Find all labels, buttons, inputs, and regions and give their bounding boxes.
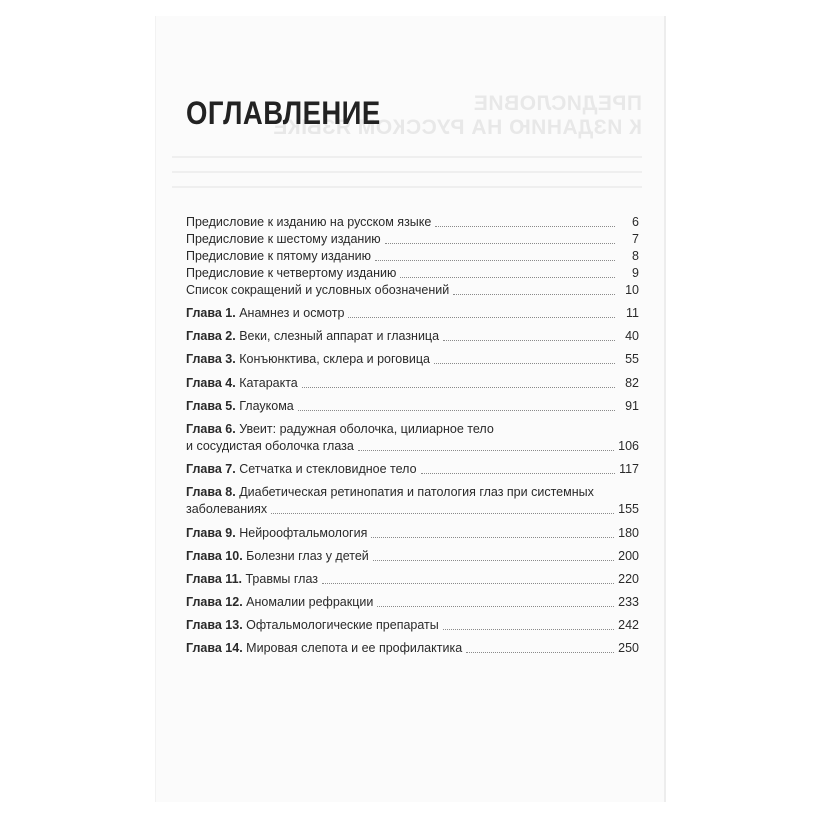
bleed-through-heading-line-2: К ИЗДАНИЮ НА РУССКОМ ЯЗЫКЕ — [272, 116, 642, 139]
toc-chapter-entry[interactable] — [186, 484, 639, 518]
toc-entry-page: 7 — [632, 232, 639, 246]
bleed-through-lines — [172, 156, 642, 188]
toc-chapter-number: Глава 8. — [186, 485, 236, 500]
toc-entry-label: Предисловие к четвертому изданию — [186, 266, 397, 280]
toc-chapter-page: 180 — [618, 525, 639, 540]
toc-entry-label: Предисловие к изданию на русском языке — [186, 215, 432, 229]
toc-chapter-title: Мировая слепота и ее профилактика — [246, 641, 463, 656]
toc-chapter-label — [186, 305, 344, 322]
toc-chapter-page: 91 — [625, 398, 639, 413]
dot-leader — [443, 629, 614, 630]
dot-leader — [400, 277, 615, 278]
toc-entry-label: Предисловие к пятому изданию — [186, 249, 371, 263]
dot-leader — [358, 450, 614, 451]
book-page — [156, 16, 664, 802]
toc-chapter-page: 55 — [625, 352, 639, 367]
toc-chapter-page: 82 — [625, 375, 639, 390]
dot-leader — [453, 294, 615, 295]
toc-chapter-label — [186, 398, 294, 415]
dot-leader — [421, 473, 615, 474]
toc-entry-page: 8 — [632, 249, 639, 263]
dot-leader — [377, 606, 614, 607]
toc-chapter-label — [186, 594, 373, 611]
toc-chapter-line — [186, 398, 639, 415]
toc-chapter-title: Аномалии рефракции — [246, 595, 374, 610]
toc-chapter-label — [186, 375, 298, 392]
toc-chapter-number: Глава 2. — [186, 329, 236, 344]
toc-chapter-entry[interactable] — [186, 421, 639, 455]
dot-leader — [375, 260, 615, 261]
toc-entry-label: Предисловие к шестому изданию — [186, 232, 381, 246]
chapter-list — [186, 305, 639, 657]
toc-chapter-line — [186, 328, 639, 345]
toc-chapter-page: 200 — [618, 548, 639, 563]
toc-chapter-last-line — [186, 501, 639, 518]
toc-chapter-page: 233 — [618, 595, 639, 610]
toc-chapter-title: Сетчатка и стекловидное тело — [239, 462, 417, 477]
toc-chapter-entry[interactable] — [186, 548, 639, 565]
toc-chapter-label — [186, 328, 439, 345]
toc-chapter-page: 117 — [619, 462, 639, 477]
toc-chapter-first-line — [186, 421, 639, 438]
toc-chapter-title-continued: и сосудистая оболочка глаза — [186, 438, 354, 453]
toc-entry[interactable] — [186, 265, 639, 282]
toc-chapter-line — [186, 375, 639, 392]
toc-chapter-title: Глаукома — [239, 398, 294, 413]
toc-entry[interactable] — [186, 282, 639, 299]
toc-chapter-entry[interactable] — [186, 640, 639, 657]
toc-chapter-line — [186, 525, 639, 542]
toc-chapter-title: Болезни глаз у детей — [246, 548, 369, 563]
toc-chapter-number: Глава 11. — [186, 571, 242, 586]
toc-chapter-title: Катаракта — [239, 375, 298, 390]
toc-chapter-page: 155 — [618, 502, 639, 517]
toc-chapter-entry[interactable] — [186, 525, 639, 542]
page-title: ОГЛАВЛЕНИЕ — [186, 95, 381, 131]
toc-chapter-page: 250 — [618, 641, 639, 656]
toc-chapter-number: Глава 13. — [186, 618, 243, 633]
toc-chapter-page: 106 — [618, 438, 639, 453]
bleed-through-heading-line-1: ПРЕДИСЛОВИЕ — [473, 92, 642, 115]
toc-chapter-title-continued: заболеваниях — [186, 502, 268, 517]
toc-chapter-last-line — [186, 438, 639, 455]
toc-chapter-entry[interactable] — [186, 461, 639, 478]
toc-chapter-label — [186, 640, 462, 657]
bleed-through-line — [172, 171, 642, 173]
toc-chapter-entry[interactable] — [186, 305, 639, 322]
toc-chapter-line — [186, 351, 639, 368]
toc-chapter-entry[interactable] — [186, 375, 639, 392]
toc-chapter-number: Глава 5. — [186, 398, 236, 413]
toc-chapter-title: Конъюнктива, склера и роговица — [239, 352, 430, 367]
table-of-contents — [186, 214, 639, 657]
toc-chapter-line — [186, 640, 639, 657]
dot-leader — [348, 317, 615, 318]
toc-entry-label: Список сокращений и условных обозначений — [186, 283, 450, 297]
toc-chapter-line — [186, 461, 639, 478]
toc-chapter-title: Анамнез и осмотр — [239, 306, 345, 320]
toc-chapter-title: Офтальмологические препараты — [246, 618, 439, 633]
toc-chapter-page: 11 — [626, 306, 639, 320]
toc-chapter-number: Глава 4. — [186, 375, 236, 390]
toc-chapter-first-line — [186, 484, 639, 501]
dot-leader — [322, 583, 614, 584]
toc-chapter-entry[interactable] — [186, 594, 639, 611]
dot-leader — [466, 652, 614, 653]
toc-chapter-label — [186, 525, 367, 542]
toc-chapter-label — [186, 461, 417, 478]
dot-leader — [373, 560, 614, 561]
dot-leader — [298, 410, 615, 411]
toc-entry-page: 10 — [625, 283, 639, 297]
toc-chapter-label — [186, 351, 430, 368]
dot-leader — [302, 387, 615, 388]
toc-chapter-number: Глава 7. — [186, 462, 236, 477]
toc-chapter-number: Глава 12. — [186, 595, 243, 610]
toc-chapter-number: Глава 9. — [186, 525, 236, 540]
toc-chapter-page: 220 — [618, 571, 639, 586]
dot-leader — [443, 340, 615, 341]
toc-chapter-page: 40 — [625, 329, 639, 344]
toc-chapter-number: Глава 3. — [186, 352, 236, 367]
toc-chapter-entry[interactable] — [186, 328, 639, 345]
toc-entry[interactable] — [186, 231, 639, 248]
dot-leader — [434, 363, 615, 364]
dot-leader — [435, 226, 615, 227]
toc-chapter-number: Глава 10. — [186, 548, 243, 563]
toc-chapter-line — [186, 305, 639, 322]
toc-chapter-page: 242 — [618, 618, 639, 633]
toc-chapter-title: Травмы глаз — [245, 571, 318, 586]
toc-chapter-line — [186, 617, 639, 634]
toc-chapter-title: Диабетическая ретинопатия и патология глаз при системных — [239, 485, 594, 500]
dot-leader — [271, 513, 614, 514]
toc-chapter-label — [186, 548, 369, 565]
toc-entry[interactable] — [186, 248, 639, 265]
bleed-through-line — [172, 186, 642, 188]
toc-chapter-line — [186, 571, 639, 588]
toc-chapter-entry[interactable] — [186, 351, 639, 368]
toc-chapter-entry[interactable] — [186, 617, 639, 634]
toc-chapter-number: Глава 6. — [186, 421, 236, 436]
bleed-through-line — [172, 156, 642, 158]
toc-chapter-title: Нейроофтальмология — [239, 525, 368, 540]
toc-chapter-number: Глава 1. — [186, 306, 236, 320]
toc-chapter-line — [186, 594, 639, 611]
toc-entry-page: 6 — [632, 215, 639, 229]
toc-chapter-entry[interactable] — [186, 571, 639, 588]
dot-leader — [385, 243, 615, 244]
toc-entry-page: 9 — [632, 266, 639, 280]
front-matter-list — [186, 214, 639, 299]
toc-chapter-title: Веки, слезный аппарат и глазница — [239, 329, 440, 344]
toc-chapter-label — [186, 617, 439, 634]
dot-leader — [371, 537, 614, 538]
toc-chapter-label — [186, 571, 318, 588]
toc-entry[interactable] — [186, 214, 639, 231]
toc-chapter-line — [186, 548, 639, 565]
toc-chapter-entry[interactable] — [186, 398, 639, 415]
toc-chapter-title: Увеит: радужная оболочка, цилиарное тело — [239, 421, 494, 436]
toc-chapter-number: Глава 14. — [186, 641, 243, 656]
